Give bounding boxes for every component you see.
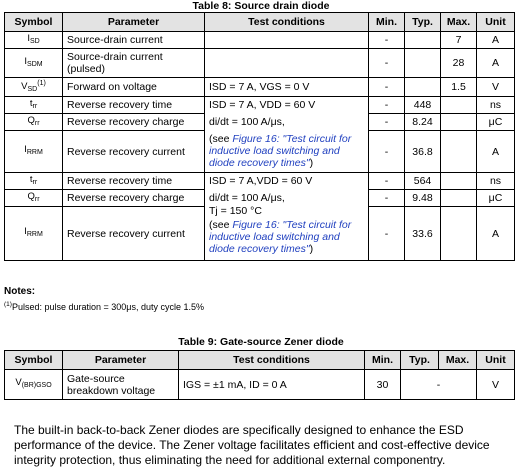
header-max: Max. <box>441 13 477 32</box>
typ-cell: 9.48 <box>405 190 441 207</box>
unit-cell: V <box>477 78 515 97</box>
max-cell <box>441 190 477 207</box>
figure-16-link[interactable]: Figure 16: "Test circuit for inductive load switching and diode recovery times" <box>209 219 352 256</box>
symbol-letter: Q <box>27 114 35 126</box>
condition-cell-group1 <box>205 97 369 173</box>
min-cell: - <box>369 131 405 173</box>
header-unit: Unit <box>477 351 515 370</box>
figure-16-link[interactable]: Figure 16: "Test circuit for inductive load switching and diode recovery times" <box>209 133 352 170</box>
parameter-cell: Forward on voltage <box>63 78 205 97</box>
symbol-subscript: SD <box>29 37 40 45</box>
parameter-cell: Source-drain current <box>63 32 205 49</box>
table-row <box>5 78 515 97</box>
note-text: Pulsed: pulse duration = 300μs, duty cycle 1.5% <box>11 302 205 312</box>
condition-cell: ISD = 7 A, VGS = 0 V <box>205 78 369 97</box>
symbol-cell <box>5 114 63 131</box>
min-cell: - <box>369 97 405 114</box>
symbol-subscript: rr <box>32 102 38 110</box>
unit-cell: A <box>477 131 515 173</box>
min-cell: - <box>369 207 405 261</box>
header-min: Min. <box>365 351 401 370</box>
header-test-conditions: Test conditions <box>179 351 365 370</box>
reference-suffix: ) <box>309 243 314 256</box>
header-parameter: Parameter <box>63 13 205 32</box>
typ-cell <box>405 78 441 97</box>
condition-cell-group2 <box>205 173 369 261</box>
min-cell: - <box>369 114 405 131</box>
unit-cell: A <box>477 49 515 78</box>
header-symbol: Symbol <box>5 13 63 32</box>
description-paragraph: The built-in back-to-back Zener diodes are specifically designed to enhance the ESD performance of the device. The Zener voltage facilitates efficient and cost-effective device integrity protection, thus eliminating the need for additional external componentry. <box>14 423 490 467</box>
symbol-letter: V <box>21 81 28 93</box>
symbol-cell <box>5 49 63 78</box>
min-cell: - <box>369 32 405 49</box>
symbol-letter: t <box>29 173 33 185</box>
min-cell: - <box>369 49 405 78</box>
header-parameter: Parameter <box>63 351 179 370</box>
header-min: Min. <box>369 13 405 32</box>
reference-prefix: (see <box>209 133 233 146</box>
condition-line: ISD = 7 A, VDD = 60 V <box>209 99 316 112</box>
symbol-subscript: rr <box>34 119 40 127</box>
max-cell: 1.5 <box>441 78 477 97</box>
header-typ: Typ. <box>405 13 441 32</box>
parameter-cell: Source-drain current (pulsed) <box>63 49 205 78</box>
symbol-letter: I <box>24 55 28 67</box>
unit-cell: V <box>477 370 515 400</box>
symbol-cell <box>5 97 63 114</box>
symbol-subscript: (BR)GSO <box>21 382 52 389</box>
max-cell <box>441 114 477 131</box>
notes-title: Notes: <box>4 286 36 297</box>
symbol-cell <box>5 370 63 400</box>
condition-reference <box>209 133 364 169</box>
header-max: Max. <box>439 351 477 370</box>
symbol-letter: I <box>24 226 27 238</box>
symbol-letter: I <box>24 144 27 156</box>
max-cell: 28 <box>441 49 477 78</box>
symbol-cell <box>5 190 63 207</box>
parameter-cell: Reverse recovery time <box>63 97 205 114</box>
symbol-subscript: RRM <box>26 149 43 157</box>
symbol-superscript: (1) <box>37 80 46 87</box>
symbol-subscript: SD <box>27 86 38 94</box>
typ-cell: 8.24 <box>405 114 441 131</box>
reference-prefix: (see <box>209 219 233 232</box>
parameter-cell: Reverse recovery charge <box>63 190 205 207</box>
max-cell <box>441 97 477 114</box>
symbol-cell <box>5 32 63 49</box>
symbol-cell <box>5 207 63 261</box>
symbol-subscript: SDM <box>27 60 43 68</box>
condition-cell <box>205 49 369 78</box>
min-cell: 30 <box>365 370 401 400</box>
table-row <box>5 370 515 400</box>
min-cell: - <box>369 78 405 97</box>
condition-line: di/dt = 100 A/μs, <box>209 116 285 129</box>
typ-cell <box>405 32 441 49</box>
symbol-letter: I <box>27 32 30 44</box>
table8 <box>4 12 515 261</box>
condition-line: ISD = 7 A,VDD = 60 V <box>209 175 313 188</box>
unit-cell: μC <box>477 190 515 207</box>
table9-header-row <box>5 351 515 370</box>
max-cell <box>441 207 477 261</box>
table-row <box>5 97 515 114</box>
header-unit: Unit <box>477 13 515 32</box>
condition-reference <box>209 219 364 255</box>
header-test-conditions: Test conditions <box>205 13 369 32</box>
table9-caption: Table 9: Gate-source Zener diode <box>178 336 344 348</box>
note-1 <box>4 301 204 312</box>
parameter-cell: Reverse recovery current <box>63 207 205 261</box>
typ-cell <box>405 49 441 78</box>
table-row <box>5 32 515 49</box>
condition-cell: IGS = ±1 mA, ID = 0 A <box>179 370 365 400</box>
typ-max-cell: - <box>401 370 477 400</box>
header-typ: Typ. <box>401 351 439 370</box>
unit-cell: A <box>477 207 515 261</box>
table9 <box>4 350 515 400</box>
table8-caption: Table 8: Source drain diode <box>192 0 330 12</box>
typ-cell: 36.8 <box>405 131 441 173</box>
condition-cell <box>205 32 369 49</box>
unit-cell: μC <box>477 114 515 131</box>
table8-header-row <box>5 13 515 32</box>
symbol-letter: t <box>29 97 33 109</box>
condition-line: di/dt = 100 A/μs, <box>209 192 285 205</box>
condition-line: Tj = 150 °C <box>209 205 262 218</box>
symbol-cell <box>5 173 63 190</box>
max-cell: 7 <box>441 32 477 49</box>
table-row <box>5 173 515 190</box>
parameter-cell: Reverse recovery time <box>63 173 205 190</box>
unit-cell: ns <box>477 97 515 114</box>
min-cell: - <box>369 190 405 207</box>
symbol-cell <box>5 131 63 173</box>
typ-cell: 33.6 <box>405 207 441 261</box>
header-symbol: Symbol <box>5 351 63 370</box>
max-cell <box>441 131 477 173</box>
symbol-subscript: rr <box>32 178 38 186</box>
min-cell: - <box>369 173 405 190</box>
max-cell <box>441 173 477 190</box>
reference-suffix: ) <box>309 157 314 170</box>
typ-cell: 448 <box>405 97 441 114</box>
table-row <box>5 49 515 78</box>
symbol-letter: V <box>15 377 22 388</box>
parameter-cell: Reverse recovery charge <box>63 114 205 131</box>
symbol-cell <box>5 78 63 97</box>
symbol-subscript: rr <box>34 195 40 203</box>
note-marker: (1) <box>4 301 12 308</box>
unit-cell: ns <box>477 173 515 190</box>
symbol-subscript: RRM <box>26 231 43 239</box>
parameter-cell: Reverse recovery current <box>63 131 205 173</box>
unit-cell: A <box>477 32 515 49</box>
parameter-cell: Gate-source breakdown voltage <box>63 370 179 400</box>
typ-cell: 564 <box>405 173 441 190</box>
symbol-letter: Q <box>27 190 35 202</box>
